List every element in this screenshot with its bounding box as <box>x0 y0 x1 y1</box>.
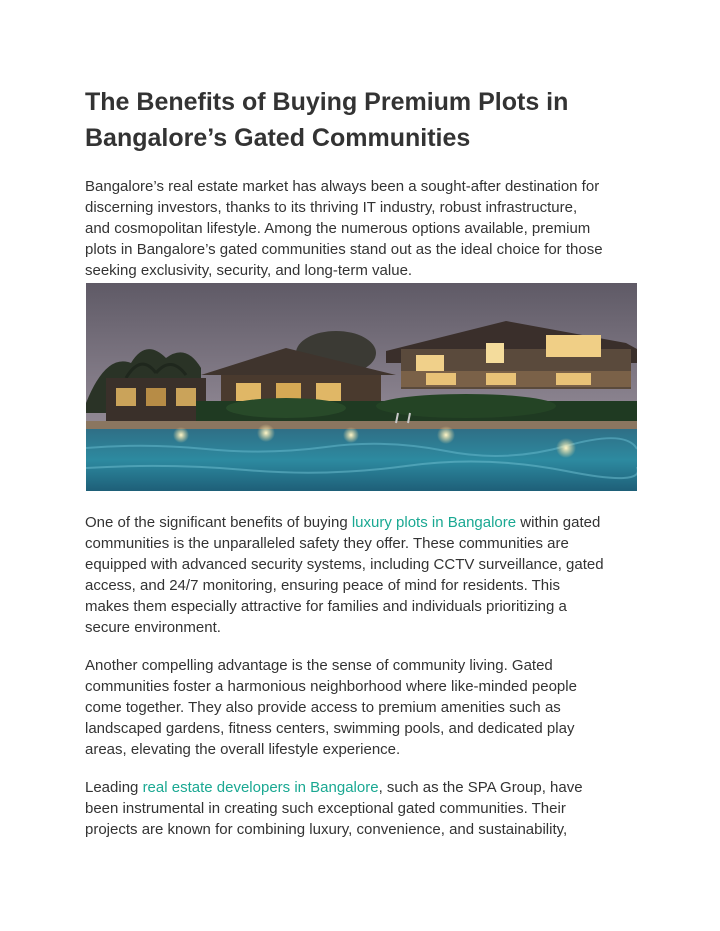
para4-text: , such as the SPA Group, have <box>378 779 583 796</box>
page-title <box>85 84 645 156</box>
para2-text: One of the significant benefits of buying <box>85 514 352 531</box>
intro-paragraph <box>85 176 645 281</box>
security-paragraph <box>85 512 645 638</box>
para4-text: Leading <box>85 779 143 796</box>
resort-pool-illustration <box>86 283 637 491</box>
para2-line: equipped with advanced security systems, including CCTV surveillance, gated <box>85 556 604 573</box>
intro-line: seeking exclusivity, security, and long-term value. <box>85 262 413 279</box>
title-line-2: Bangalore’s Gated Communities <box>85 124 471 152</box>
para3-line: come together. They also provide access to premium amenities such as <box>85 699 561 716</box>
real-estate-developers-link[interactable]: real estate developers in Bangalore <box>142 779 379 796</box>
para4-line: been instrumental in creating such exceptional gated communities. Their <box>85 800 566 817</box>
para2-line: communities is the unparalleled safety they offer. These communities are <box>85 535 569 552</box>
intro-line: discerning investors, thanks to its thriving IT industry, robust infrastructure, <box>85 199 578 216</box>
para2-line: makes them especially attractive for families and individuals prioritizing a <box>85 598 567 615</box>
developers-paragraph <box>85 777 645 840</box>
intro-line: and cosmopolitan lifestyle. Among the numerous options available, premium <box>85 220 591 237</box>
intro-line: Bangalore’s real estate market has always been a sought-after destination for <box>85 178 600 195</box>
para2-line: secure environment. <box>85 619 221 636</box>
para3-line: Another compelling advantage is the sense of community living. Gated <box>85 657 553 674</box>
para3-line: landscaped gardens, fitness centers, swimming pools, and dedicated play <box>85 720 575 737</box>
para3-line: areas, elevating the overall lifestyle experience. <box>85 741 401 758</box>
resort-pool-photo <box>86 283 637 491</box>
para3-line: communities foster a harmonious neighborhood where like-minded people <box>85 678 577 695</box>
para4-line: projects are known for combining luxury, convenience, and sustainability, <box>85 821 568 838</box>
para2-text: within gated <box>516 514 601 531</box>
title-line-1: The Benefits of Buying Premium Plots in <box>85 88 569 116</box>
para2-line: access, and 24/7 monitoring, ensuring peace of mind for residents. This <box>85 577 560 594</box>
community-paragraph <box>85 655 645 760</box>
luxury-plots-link[interactable]: luxury plots in Bangalore <box>351 514 517 531</box>
intro-line: plots in Bangalore’s gated communities stand out as the ideal choice for those <box>85 241 603 258</box>
